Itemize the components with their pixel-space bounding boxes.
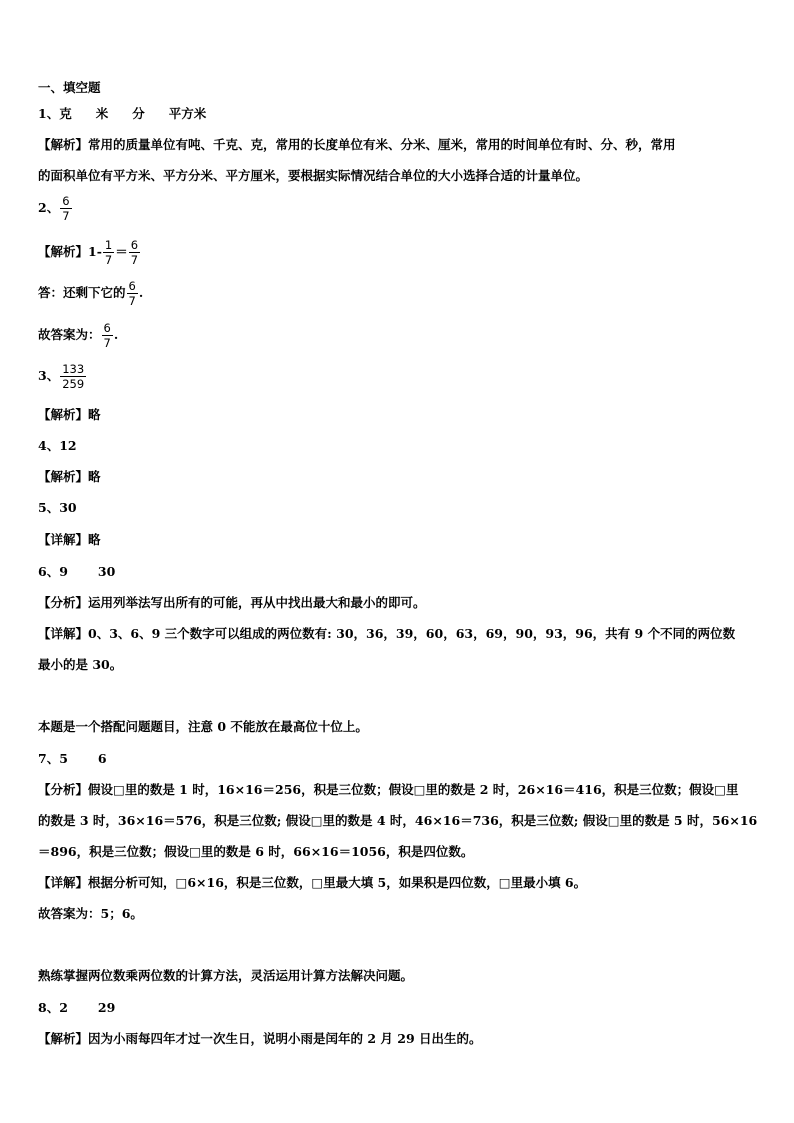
q1-analysis-line-2: 的面积单位有平方米、平方分米、平方厘米，要根据实际情况结合单位的大小选择合适的计量单位。	[38, 168, 589, 183]
q5-answer: 30	[59, 500, 77, 515]
q1-answer-3: 分	[132, 106, 145, 121]
q4-answer: 12	[59, 438, 77, 453]
q7-analysis-line-2: 的数是 3 时，36×16＝576，积是三位数; 假设□里的数是 4 时，46×16＝736，积是三位数; 假设□里的数是 5 时，56×16	[38, 813, 758, 828]
q6-note: 本题是一个搭配问题题目，注意 0 不能放在最高位十位上。	[38, 719, 368, 734]
q7-final-line: 故答案为：5；6。	[38, 906, 143, 921]
q7-answer-2: 6	[97, 751, 107, 766]
q6-detail-line-1	[38, 624, 735, 642]
q4-answer-line	[38, 436, 77, 454]
q5-answer-line	[38, 498, 77, 516]
q4-analysis-text: 略	[88, 469, 101, 484]
numerator: 6	[130, 238, 139, 252]
denominator: 7	[103, 336, 111, 350]
q3-analysis-tag: 【解析】	[38, 407, 89, 422]
q7-analysis-line-3: ＝896，积是三位数；假设□里的数是 6 时，66×16＝1056，积是四位数。	[38, 844, 474, 859]
q6-answer-line	[38, 562, 115, 580]
q5-detail-tag: 【详解】	[38, 532, 89, 547]
q7-detail-tag: 【详解】	[38, 875, 89, 890]
q8-number: 8、	[38, 1000, 60, 1015]
q6-number: 6、	[38, 564, 60, 579]
q2-expr-fraction-1	[103, 238, 114, 267]
q2-expr-equals: ＝	[115, 244, 128, 259]
q4-analysis-line	[38, 467, 101, 485]
q2-analysis-line	[38, 238, 141, 267]
q1-analysis-text-1: 常用的质量单位有吨、千克、克，常用的长度单位有米、分米、厘米，常用的时间单位有时、分、秒，常用	[88, 137, 676, 152]
q4-analysis-tag: 【解析】	[38, 469, 89, 484]
q2-expr-fraction-2	[129, 238, 140, 267]
q8-answer-line	[38, 998, 115, 1016]
q6-analysis-text: 运用列举法写出所有的可能，再从中找出最大和最小的即可。	[88, 595, 426, 610]
q7-number: 7、	[38, 751, 60, 766]
q7-detail-line	[38, 873, 586, 891]
q3-number: 3、	[38, 368, 60, 383]
q5-detail-text: 略	[88, 532, 101, 547]
q7-note: 熟练掌握两位数乘两位数的计算方法，灵活运用计算方法解决问题。	[38, 968, 414, 983]
numerator: 6	[128, 279, 136, 293]
denominator: 259	[62, 377, 85, 391]
q2-final-prefix: 故答案为：	[38, 327, 101, 342]
q3-analysis-text: 略	[88, 407, 101, 422]
q7-analysis-tag: 【分析】	[38, 782, 89, 797]
q7-answer-line	[38, 749, 107, 767]
q3-answer-line	[38, 362, 87, 391]
q3-analysis-line	[38, 405, 101, 423]
denominator: 7	[130, 253, 139, 267]
numerator: 1	[104, 238, 113, 252]
q8-analysis-text: 因为小雨每四年才过一次生日，说明小雨是闰年的 2 月 29 日出生的。	[88, 1031, 482, 1046]
q2-final-suffix: .	[113, 327, 119, 342]
q5-number: 5、	[38, 500, 60, 515]
q8-analysis-tag: 【解析】	[38, 1031, 89, 1046]
q6-answer-2: 30	[97, 564, 116, 579]
q2-analysis-tag: 【解析】	[38, 244, 89, 259]
q7-analysis-line-1	[38, 780, 738, 798]
q3-answer-fraction	[60, 362, 86, 391]
q7-analysis-text-1: 假设□里的数是 1 时，16×16＝256，积是三位数；假设□里的数是 2 时，26×16＝416，积是三位数；假设□里	[88, 782, 739, 797]
q2-number: 2、	[38, 200, 60, 215]
q8-answer-2: 29	[97, 1000, 116, 1015]
q4-number: 4、	[38, 438, 60, 453]
denominator: 7	[128, 294, 136, 308]
section-title: 一、填空题	[38, 80, 101, 95]
q2-ans-fraction	[127, 279, 138, 308]
numerator: 6	[62, 194, 70, 208]
q7-detail-text: 根据分析可知，□6×16，积是三位数，□里最大填 5，如果积是四位数，□里最小填 6。	[88, 875, 587, 890]
q8-answer-1: 2	[59, 1000, 68, 1015]
q6-detail-text-1: 0、3、6、9 三个数字可以组成的两位数有: 30，36，39，60，63，69，90，93，96，共有 9 个不同的两位数	[88, 626, 736, 641]
q1-answer-2: 米	[95, 106, 109, 121]
denominator: 7	[62, 209, 70, 223]
q6-answer-1: 9	[59, 564, 68, 579]
q2-expr-lead: 1-	[88, 244, 102, 259]
q6-analysis-tag: 【分析】	[38, 595, 89, 610]
q2-ans-suffix: .	[138, 285, 144, 300]
numerator: 6	[103, 321, 111, 335]
q1-analysis-line-1	[38, 135, 676, 153]
q5-detail-line	[38, 530, 101, 548]
q1-answer-1: 克	[59, 106, 72, 121]
q2-ans-prefix: 答：还剩下它的	[38, 285, 126, 300]
denominator: 7	[104, 253, 113, 267]
q1-answer-4: 平方米	[168, 106, 207, 121]
q6-detail-tag: 【详解】	[38, 626, 89, 641]
q6-detail-line-2: 最小的是 30。	[38, 657, 123, 672]
q1-number: 1、	[38, 106, 60, 121]
q2-answer-fraction	[60, 194, 71, 223]
numerator: 133	[62, 362, 85, 376]
q6-analysis-line	[38, 593, 426, 611]
q2-final-fraction	[102, 321, 113, 350]
q2-final-line	[38, 321, 118, 350]
q2-answer-sentence	[38, 279, 143, 308]
q8-analysis-line	[38, 1029, 482, 1047]
q1-answer-line	[38, 104, 206, 122]
q1-analysis-tag: 【解析】	[38, 137, 89, 152]
q7-answer-1: 5	[59, 751, 68, 766]
q2-answer-line	[38, 194, 73, 223]
